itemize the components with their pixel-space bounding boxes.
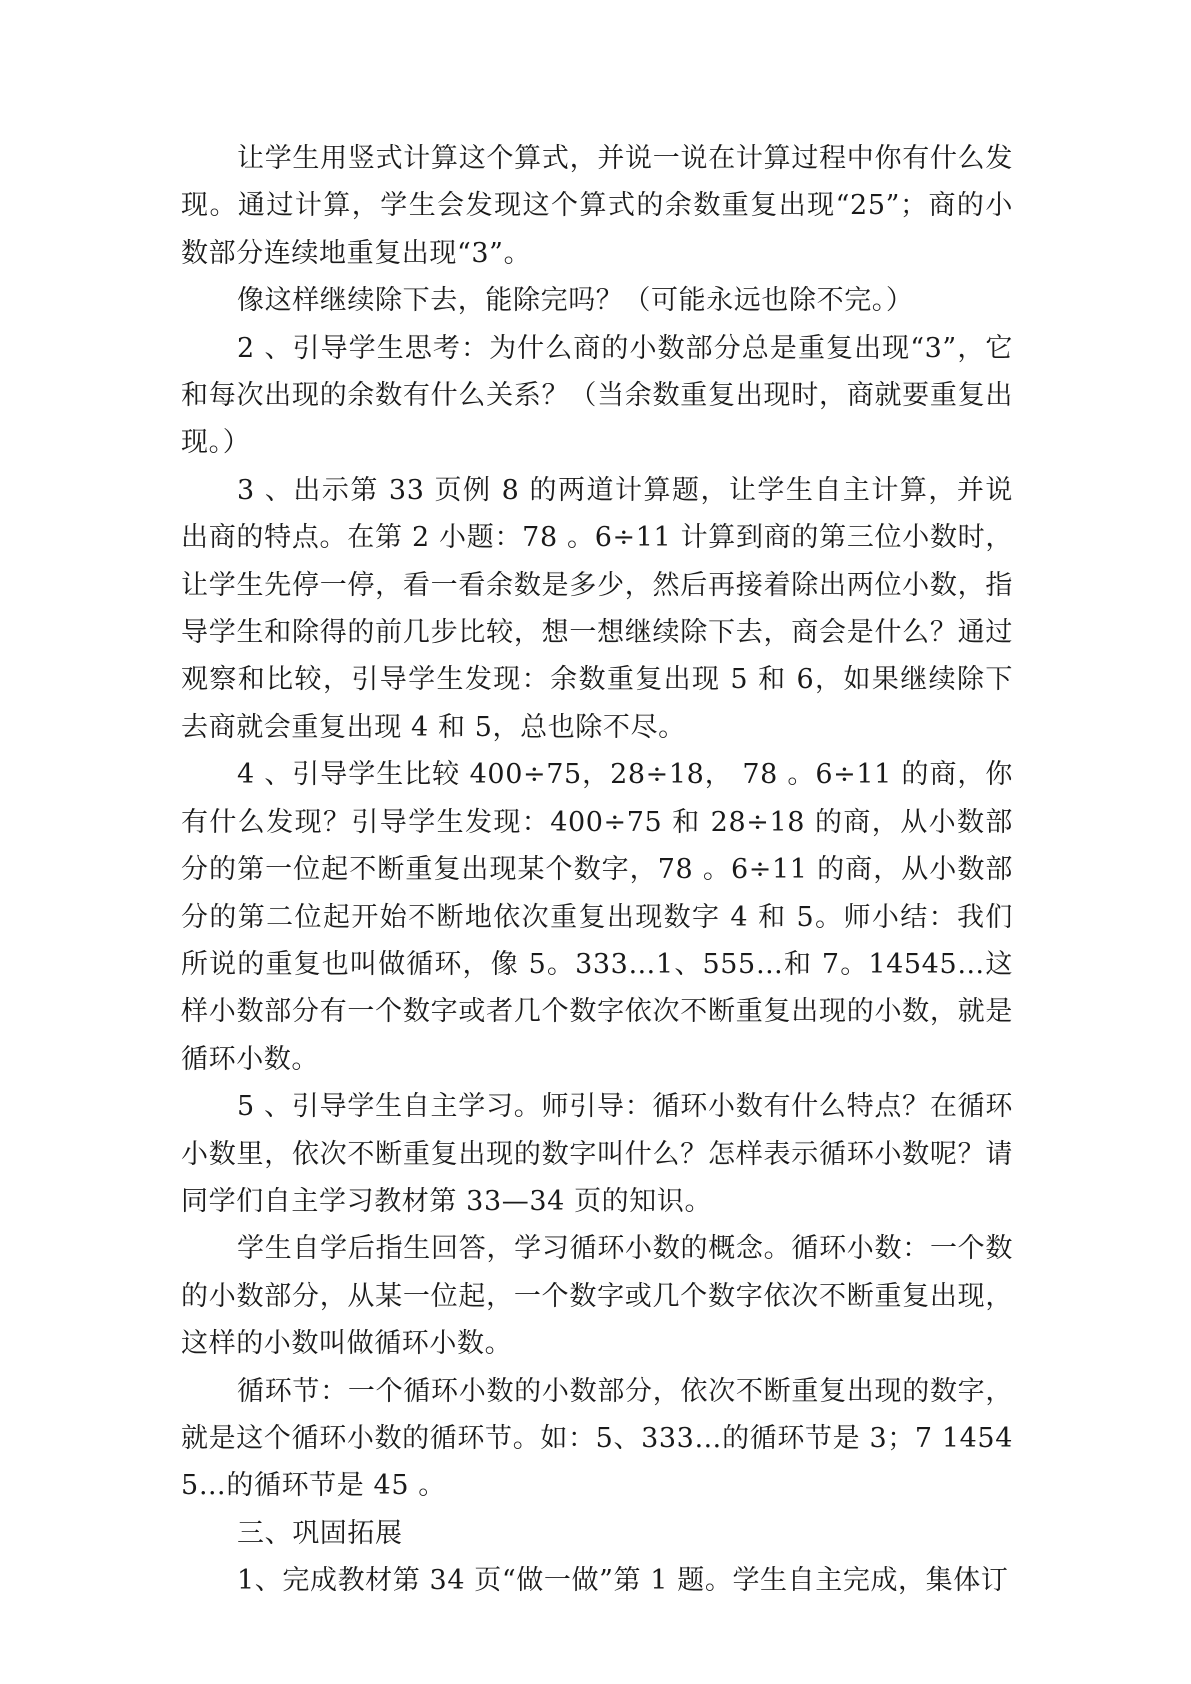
paragraph-step-3: 3 、出示第 33 页例 8 的两道计算题，让学生自主计算，并说出商的特点。在第 2 小题：78 。6÷11 计算到商的第三位小数时，让学生先停一停，看一看余数是多少，然后再接着除出两位小数，指导学生和除得的前几步比较，想一想继续除下去，商会是什么？通过观察和比较，引导学生发现：余数重复出现 5 和 6，如果继续除下去商就会重复出现 4 和 5，总也除不尽。 (181, 474, 1013, 743)
paragraph-step-2: 2 、引导学生思考：为什么商的小数部分总是重复出现“3”，它和每次出现的余数有什么关系？（当余数重复出现时，商就要重复出现。） (181, 332, 1013, 459)
paragraph-concept-definition: 学生自学后指生回答，学习循环小数的概念。循环小数：一个数的小数部分，从某一位起，一个数字或几个数字依次不断重复出现，这样的小数叫做循环小数。 (181, 1233, 1013, 1360)
paragraph-repetend-definition: 循环节：一个循环小数的小数部分，依次不断重复出现的数字，就是这个循环小数的循环节。如：5、333…的循环节是 3；7 14545…的循环节是 45 。 (181, 1375, 1013, 1502)
paragraph-vertical-division-task: 让学生用竖式计算这个算式，并说一说在计算过程中你有什么发现。通过计算，学生会发现这个算式的余数重复出现“25”；商的小数部分连续地重复出现“3”。 (181, 143, 1013, 269)
paragraph-step-5: 5 、引导学生自主学习。师引导：循环小数有什么特点？在循环小数里，依次不断重复出现的数字叫什么？怎样表示循环小数呢？请同学们自主学习教材第 33—34 页的知识。 (181, 1091, 1013, 1217)
paragraph-exercise-1: 1、完成教材第 34 页“做一做”第 1 题。学生自主完成，集体订 (237, 1565, 1009, 1597)
section-heading-consolidation: 三、巩固拓展 (237, 1517, 403, 1549)
paragraph-step-4: 4 、引导学生比较 400÷75，28÷18， 78 。6÷11 的商，你有什么发现？引导学生发现：400÷75 和 28÷18 的商，从小数部分的第一位起不断重复出现某个数字，78 。6÷11 的商，从小数部分的第二位起开始不断地依次重复出现数字 4 和 5。师小结：我们所说的重复也叫做循环，像 5。333…1、555…和 7。14545…这样小数部分有一个数字或者几个数字依次不断重复出现的小数，就是循环小数。 (181, 759, 1013, 1075)
paragraph-can-it-finish: 像这样继续除下去，能除完吗？（可能永远也除不完。） (237, 285, 914, 317)
document-body (181, 135, 1013, 1605)
